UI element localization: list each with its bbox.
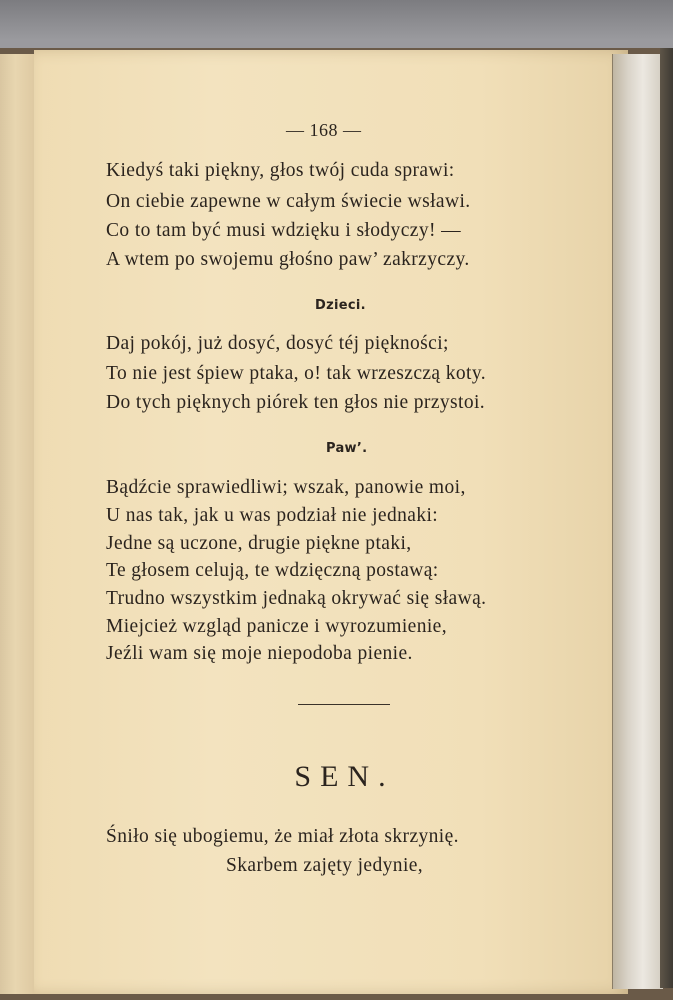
verse-line: Miejcież wzgląd panicze i wyrozumienie, [106,616,447,637]
verse-line: Do tych pięknych piórek ten głos nie przystoi. [106,392,486,413]
verse-line: Daj pokój, już dosyć, dosyć téj piękności; [106,333,449,354]
speaker-label: Paw’. [326,441,368,456]
section-divider [298,704,390,705]
verse-line: A wtem po swojemu głośno paw’ zakrzyczy. [106,249,470,270]
page-number: — 168 — [286,120,362,140]
verse-line: Śniło się ubogiemu, że miał złota skrzynię. [106,826,459,847]
verse-line: Kiedyś taki piękny, głos twój cuda sprawi: [106,160,455,181]
verse-line: On ciebie zapewne w całym świecie wsławi. [106,191,471,212]
verse-line: Trudno wszystkim jednaką okrywać się sławą. [106,588,487,609]
verse-line: Co to tam być musi wdzięku i słodyczy! — [106,220,462,241]
verse-line: Te głosem celują, te wdzięczną postawą: [106,560,439,581]
book-spine [660,48,673,988]
verse-line: U nas tak, jak u was podział nie jednaki: [106,505,439,526]
poem-title: SEN. [294,760,395,793]
verse-line: Jedne są uczone, drugie piękne ptaki, [106,533,412,554]
speaker-label: Dzieci. [315,298,366,313]
verse-line: To nie jest śpiew ptaka, o! tak wrzeszczą koty. [106,363,487,384]
verse-line: Jeźli wam się moje niepodoba pienie. [106,643,413,664]
verse-line: Bądźcie sprawiedliwi; wszak, panowie moi, [106,477,466,498]
verse-line: Skarbem zajęty jedynie, [226,855,424,876]
page-gutter [612,54,663,989]
